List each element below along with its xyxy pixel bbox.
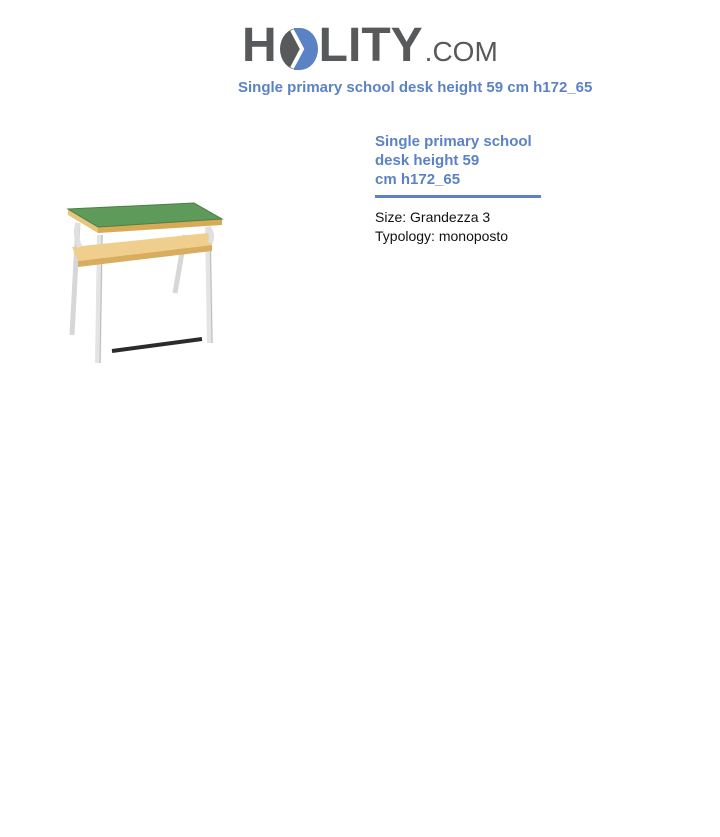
logo-letters-lity: LITY: [318, 19, 423, 72]
product-title: Single primary school desk height 59 cm h172_65: [375, 133, 532, 188]
product-attributes: [375, 208, 575, 246]
product-info: [375, 132, 575, 246]
site-logo[interactable]: [242, 10, 498, 70]
title-divider: [375, 195, 541, 198]
attribute-label: Typology:: [375, 228, 435, 244]
attribute-typology: [375, 227, 575, 246]
logo-com: .COM: [424, 36, 498, 67]
attribute-value: Grandezza 3: [410, 209, 491, 225]
logo-letter-h: H: [242, 19, 277, 72]
page-title: Single primary school desk height 59 cm h172_65: [238, 79, 593, 96]
attribute-value: monoposto: [438, 228, 509, 244]
school-desk-image: [60, 195, 235, 385]
attribute-label: Size:: [375, 209, 407, 225]
logo-o-icon: [278, 26, 318, 72]
attribute-size: [375, 208, 575, 227]
